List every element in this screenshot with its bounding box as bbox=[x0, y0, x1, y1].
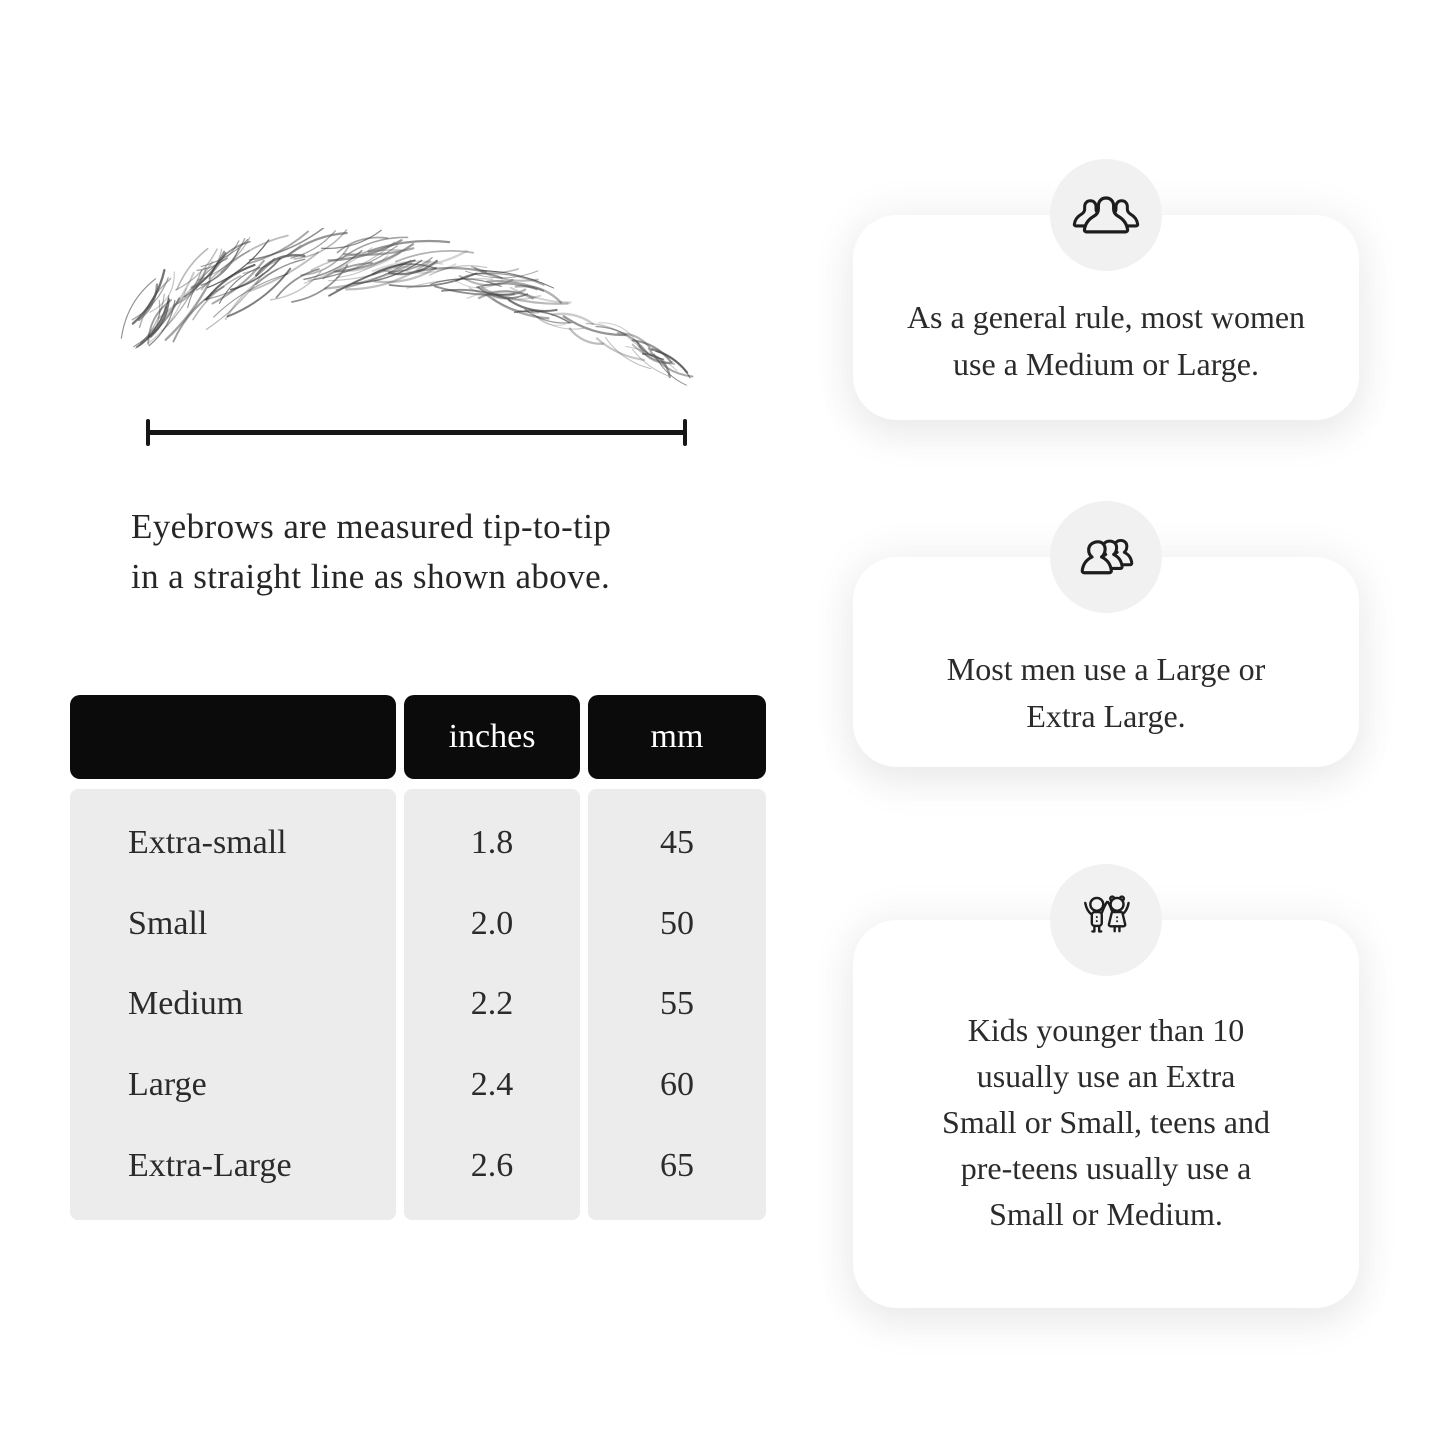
icon-badge bbox=[1050, 159, 1162, 271]
figure-caption bbox=[131, 502, 611, 602]
inches-column bbox=[404, 789, 580, 1220]
card-text bbox=[853, 646, 1359, 740]
kids-icon bbox=[1071, 890, 1141, 950]
card-text bbox=[853, 1007, 1359, 1237]
size-name-cell: Large bbox=[128, 1066, 207, 1104]
size-name-column bbox=[70, 789, 396, 1220]
inches-value-cell: 2.0 bbox=[470, 904, 514, 942]
table-header-row bbox=[70, 695, 766, 779]
inches-value-cell: 2.4 bbox=[470, 1066, 514, 1104]
mm-value-cell: 60 bbox=[660, 1066, 694, 1104]
inches-value-cell: 1.8 bbox=[470, 824, 514, 862]
mm-value-cell: 65 bbox=[660, 1146, 694, 1184]
card-text-line: use a Medium or Large. bbox=[953, 346, 1259, 382]
measurement-tick-right bbox=[683, 419, 687, 446]
icon-badge bbox=[1050, 501, 1162, 613]
card-text-line: As a general rule, most women bbox=[906, 299, 1306, 335]
header-cell-mm: mm bbox=[588, 695, 766, 779]
measurement-bar bbox=[148, 430, 685, 435]
men-group-icon bbox=[1071, 527, 1141, 587]
card-text-line: Extra Large. bbox=[1026, 698, 1186, 734]
mm-column bbox=[588, 789, 766, 1220]
card-text-line: Most men use a Large or bbox=[946, 651, 1266, 687]
measurement-line bbox=[146, 419, 687, 446]
inches-value-cell: 2.2 bbox=[470, 985, 514, 1023]
card-text-line: Kids younger than 10 bbox=[967, 1012, 1245, 1048]
size-table bbox=[70, 695, 766, 1220]
eyebrow-hairs-drawing bbox=[112, 228, 712, 413]
mm-value-cell: 55 bbox=[660, 985, 694, 1023]
table-body bbox=[70, 789, 766, 1220]
women-group-icon bbox=[1071, 185, 1141, 245]
icon-badge bbox=[1050, 864, 1162, 976]
size-name-cell: Small bbox=[128, 904, 208, 942]
card-text bbox=[853, 294, 1359, 388]
card-text-line: Small or Medium. bbox=[989, 1196, 1223, 1232]
size-name-cell: Extra-small bbox=[128, 824, 287, 862]
header-cell-size bbox=[70, 695, 396, 779]
size-name-cell: Extra-Large bbox=[128, 1146, 292, 1184]
caption-line-2: in a straight line as shown above. bbox=[131, 557, 611, 596]
card-text-line: usually use an Extra bbox=[976, 1058, 1236, 1094]
info-card-women bbox=[853, 215, 1359, 420]
mm-value-cell: 45 bbox=[660, 824, 694, 862]
size-name-cell: Medium bbox=[128, 985, 244, 1023]
card-text-line: pre-teens usually use a bbox=[960, 1150, 1252, 1186]
caption-line-1: Eyebrows are measured tip-to-tip bbox=[131, 507, 612, 546]
eyebrow-illustration bbox=[112, 228, 712, 413]
header-cell-inches: inches bbox=[404, 695, 580, 779]
card-text-line: Small or Small, teens and bbox=[942, 1104, 1270, 1140]
mm-value-cell: 50 bbox=[660, 904, 694, 942]
info-card-kids bbox=[853, 920, 1359, 1308]
info-card-men bbox=[853, 557, 1359, 767]
inches-value-cell: 2.6 bbox=[470, 1146, 514, 1184]
